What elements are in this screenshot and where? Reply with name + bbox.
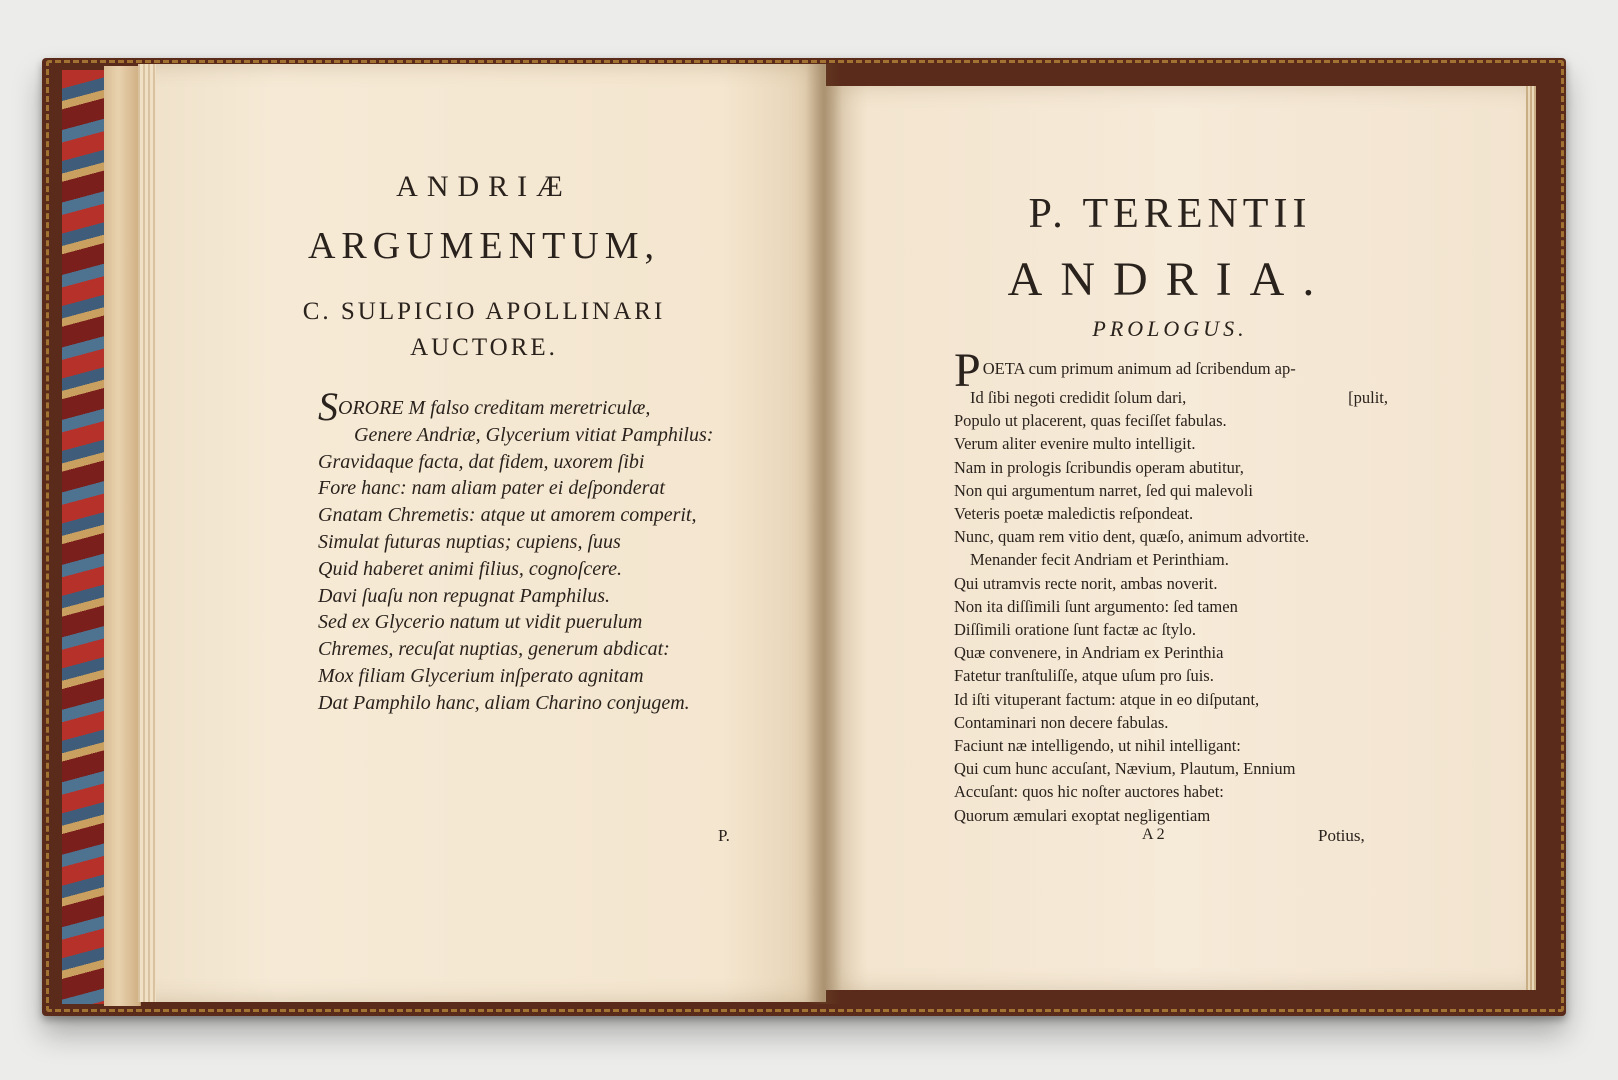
right-title-terentii: P. TERENTII — [1028, 191, 1312, 237]
verse-line: Veteris poetæ maledictis reſpondeat. — [954, 504, 1194, 524]
verse-line: Non ita diſſimili ſunt argumento: ſed tamen — [954, 596, 1238, 616]
verse-line: Diſſimili oratione ſunt factæ ac ſtylo. — [954, 620, 1196, 640]
marbled-endpaper — [62, 70, 110, 1004]
verse-line: Davi ſuaſu non repugnat Pamphilus. — [318, 584, 611, 607]
right-catchword: Potius, — [1318, 826, 1365, 845]
verse-text: Id ſibi negoti credidit ſolum dari, — [970, 388, 1187, 407]
verse-line: Quid haberet animi filius, cognoſcere. — [318, 557, 623, 580]
drop-cap: P — [954, 344, 981, 397]
verse-line: Gravidaque facta, dat fidem, uxorem ſibi — [318, 450, 645, 473]
verse-text: cum primum animum ad ſcribendum ap- — [1024, 359, 1296, 378]
left-catchword: P. — [718, 826, 730, 845]
left-title-auctore: AUCTORE. — [410, 334, 558, 361]
right-title-andria: ANDRIA. — [1007, 253, 1333, 306]
right-page-edge — [1526, 86, 1536, 990]
verse-text: falso creditam meretriculæ, — [425, 397, 651, 419]
verse-line: Verum aliter evenire multo intelligit. — [954, 434, 1196, 454]
verse-line: Faciunt næ intelligendo, ut nihil intelligant: — [954, 736, 1241, 756]
verse-line: Gnatam Chremetis: atque ut amorem comperit, — [318, 504, 697, 527]
left-page-stack — [138, 64, 156, 1002]
verse-line: Nam in prologis ſcribundis operam abutitur, — [954, 457, 1244, 477]
verse-line: Quæ convenere, in Andriam ex Perinthia — [954, 643, 1224, 663]
verse-line: Menander fecit Andriam et Perinthiam. — [970, 550, 1229, 570]
signature-mark: A 2 — [1142, 826, 1165, 843]
verse-line: Fore hanc: nam aliam pater ei deſponderat — [318, 477, 665, 500]
verse-line: Qui utramvis recte norit, ambas noverit. — [954, 573, 1218, 593]
verse-line: Contaminari non decere fabulas. — [954, 712, 1169, 732]
verse-line: Nunc, quam rem vitio dent, quæſo, animum advortite. — [954, 527, 1310, 547]
verse-line: Chremes, recuſat nuptias, generum abdicat: — [318, 638, 670, 661]
flyleaf-edge — [104, 66, 141, 1006]
verse-line — [954, 344, 1394, 397]
verse-line: Accuſant: quos hic noſter auctores habet: — [954, 782, 1224, 802]
verse-line: Simulat futuras nuptias; cupiens, ſuus — [318, 530, 621, 553]
verse-line: Fatetur tranſtuliſſe, atque uſum pro ſuis. — [954, 666, 1214, 686]
verse-caps: OETA — [982, 359, 1025, 378]
verse-line: Qui cum hunc accuſant, Nævium, Plautum, Ennium — [954, 759, 1296, 779]
verse-caps: ORORE M — [338, 397, 426, 419]
verse-carryover: [pulit, — [1348, 388, 1388, 407]
verse-line: Sed ex Glycerio natum ut vidit puerulum — [318, 611, 643, 634]
argument-verse — [318, 384, 738, 717]
verse-line — [318, 384, 738, 429]
verse-line: Id iſti vituperant factum: atque in eo diſputant, — [954, 689, 1260, 709]
verse-line: Populo ut placerent, quas feciſſet fabulas. — [954, 411, 1227, 431]
verse-line: Mox filiam Glycerium inſperato agnitam — [318, 664, 644, 687]
prologue-verse — [954, 344, 1394, 827]
prologus-heading: PROLOGUS. — [1092, 316, 1248, 341]
left-title-author: C. SULPICIO APOLLINARI — [302, 298, 666, 325]
verse-line: Quorum æmulari exoptat negligentiam — [954, 805, 1211, 825]
verse-line: Genere Andriæ, Glycerium vitiat Pamphilus: — [354, 423, 714, 446]
verse-line — [954, 386, 1394, 409]
left-title-andriae: ANDRIÆ — [396, 170, 572, 203]
spine-gutter — [806, 64, 842, 1004]
verse-line: Non qui argumentum narret, ſed qui malevoli — [954, 480, 1253, 500]
verse-line: Dat Pamphilo hanc, aliam Charino conjugem. — [318, 691, 690, 714]
drop-cap: S — [318, 384, 338, 429]
left-title-argumentum: ARGUMENTUM, — [307, 225, 661, 267]
